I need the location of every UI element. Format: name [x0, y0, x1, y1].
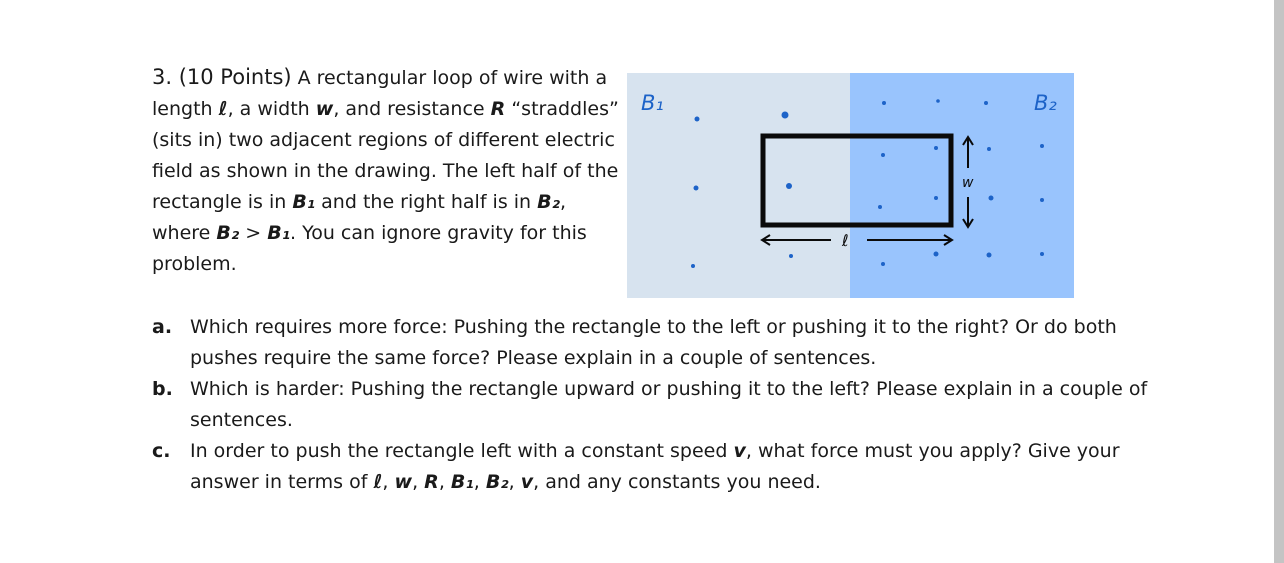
- term-b1: B₁: [450, 471, 474, 493]
- problem-heading: 3. (10 Points): [152, 65, 292, 89]
- question-text: In order to push the rectangle left with a constant speed: [190, 440, 734, 462]
- region-b1-label: B₁: [641, 91, 664, 115]
- term-length: ℓ: [373, 471, 383, 493]
- symbol-length: ℓ: [218, 98, 228, 120]
- question-b: [152, 374, 1162, 436]
- symbol-width: w: [315, 98, 334, 120]
- problem-statement: [152, 62, 622, 280]
- question-text: Which is harder: Pushing the rectangle upward or pushing it to the left? Please explain in a couple of sentences.: [190, 378, 1148, 431]
- question-list: [152, 312, 1162, 498]
- field-diagram: [627, 73, 1074, 298]
- problem-text: A rectangular loop of wire with a length: [152, 67, 608, 120]
- symbol-b1: B₁: [292, 191, 316, 213]
- term-width: w: [394, 471, 413, 493]
- length-label: ℓ: [842, 231, 849, 250]
- question-text: Which requires more force: Pushing the rectangle to the left or pushing it to the right? Or do both pushes require the same force? Please explain in a couple of sentences.: [190, 316, 1117, 369]
- problem-text: “straddles” (sits in) two adjacent regions of different electric field as shown in the drawing. The left half of the rectangle is in: [152, 98, 619, 213]
- problem-text: and the right half is in: [315, 191, 538, 213]
- problem-text: . You can ignore gravity for this problem.: [152, 222, 587, 275]
- greater-than: >: [239, 222, 268, 244]
- question-a: [152, 312, 1162, 374]
- window-edge: [1274, 0, 1284, 563]
- symbol-b2: B₂: [537, 191, 560, 213]
- question-c: c. In order to push the rectangle left with a constant speed v, what force must you apply? Give your answer in terms of ℓ, w, R, B₁, B₂, v, and any constants you need.: [152, 436, 1162, 498]
- symbol-resistance: R: [490, 98, 506, 120]
- question-label: a.: [152, 316, 173, 338]
- width-label: w: [962, 175, 974, 191]
- question-label: c.: [152, 440, 171, 462]
- symbol-velocity: v: [733, 440, 746, 462]
- symbol-b1: B₁: [267, 222, 291, 244]
- question-text: and any constants you need.: [545, 471, 821, 493]
- question-label: b.: [152, 378, 173, 400]
- term-b2: B₂: [485, 471, 509, 493]
- symbol-b2: B₂: [216, 222, 240, 244]
- term-velocity: v: [520, 471, 534, 493]
- problem-text: , and resistance: [333, 98, 491, 120]
- question-text: , what force must you apply? Give your answer in terms of: [190, 440, 1120, 493]
- problem-text: , a width: [227, 98, 316, 120]
- region-b2-label: B₂: [1034, 91, 1057, 115]
- problem-text: , where: [152, 191, 566, 244]
- term-resistance: R: [424, 471, 439, 493]
